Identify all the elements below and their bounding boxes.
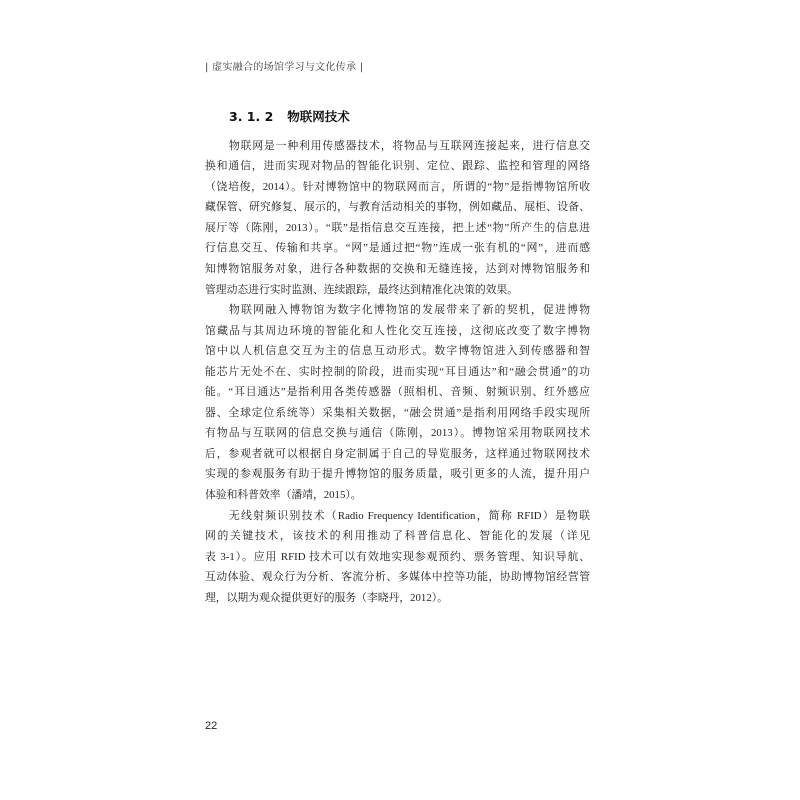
paragraph-2 [205, 300, 590, 505]
text-line: 知博物馆服务对象，进行各种数据的交换和无缝连接，达到对博物馆服务和 [205, 262, 590, 275]
paragraph-3 [205, 506, 590, 609]
section-number: 3. 1. 2 [229, 109, 274, 124]
text-line: 表 3-1）。应用 RFID 技术可以有效地实现参观预约、票务管理、知识导航、 [205, 550, 590, 563]
text-line: 实现的参观服务有助于提升博物馆的服务质量，吸引更多的人流，提升用户 [205, 468, 590, 481]
text-line: 管理动态进行实时监测、连续跟踪，最终达到精准化决策的效果。 [205, 283, 519, 296]
text-line: 网的关键技术，该技术的利用推动了科普信息化、智能化的发展（详见 [205, 530, 590, 543]
text-line: 展厅等（陈刚，2013）。“联”是指信息交互连接，把上述“物”所产生的信息进 [205, 221, 590, 234]
running-header: | 虚实融合的场馆学习与文化传承 | [205, 62, 364, 73]
text-line: 互动体验、观众行为分析、客流分析、多媒体中控等功能，协助博物馆经营管 [205, 571, 590, 584]
section-title: 物联网技术 [287, 109, 350, 124]
page-number: 22 [205, 720, 218, 732]
text-line: 有物品与互联网的信息交换与通信（陈刚，2013）。博物馆采用物联网技术 [205, 427, 590, 440]
text-line: （饶培俊，2014）。针对博物馆中的物联网而言，所谓的“物”是指博物馆所收 [205, 180, 590, 193]
text-line: 能。“耳目通达”是指利用各类传感器（照相机、音频、射频识别、红外感应 [205, 386, 590, 399]
text-line: 能芯片无处不在、实时控制的阶段，进而实现“耳目通达”和“融会贯通”的功 [205, 365, 590, 378]
text-line: 后，参观者就可以根据自身定制属于自己的导览服务，这样通过物联网技术 [205, 447, 590, 460]
text-line: 器、全球定位系统等）采集相关数据，“融会贯通”是指利用网络手段实现所 [205, 406, 590, 419]
body-text [205, 136, 590, 609]
text-line: 物联网融入博物馆为数字化博物馆的发展带来了新的契机，促进博物 [229, 304, 590, 317]
text-line: 馆中以人机信息交互为主的信息互动形式。数字博物馆进入到传感器和智 [205, 345, 590, 358]
text-line: 行信息交互、传输和共享。“网”是通过把“物”连成一张有机的“网”，进而感 [205, 242, 590, 255]
text-line: 馆藏品与其周边环境的智能化和人性化交互连接，这彻底改变了数字博物 [205, 324, 590, 337]
text-line: 藏保管、研究修复、展示的，与教育活动相关的事物，例如藏品、展柜、设备、 [205, 201, 590, 214]
text-line: 理，以期为观众提供更好的服务（李晓丹，2012）。 [205, 591, 448, 604]
text-line: 物联网是一种利用传感器技术，将物品与互联网连接起来，进行信息交 [229, 139, 590, 152]
section-heading [229, 109, 350, 125]
text-line: 无线射频识别技术（Radio Frequency Identification，简称 RFID）是物联 [229, 509, 590, 522]
text-line: 体验和科普效率（潘靖，2015）。 [205, 488, 362, 501]
text-line: 换和通信，进而实现对物品的智能化识别、定位、跟踪、监控和管理的网络 [205, 160, 590, 173]
paragraph-1 [205, 136, 590, 300]
